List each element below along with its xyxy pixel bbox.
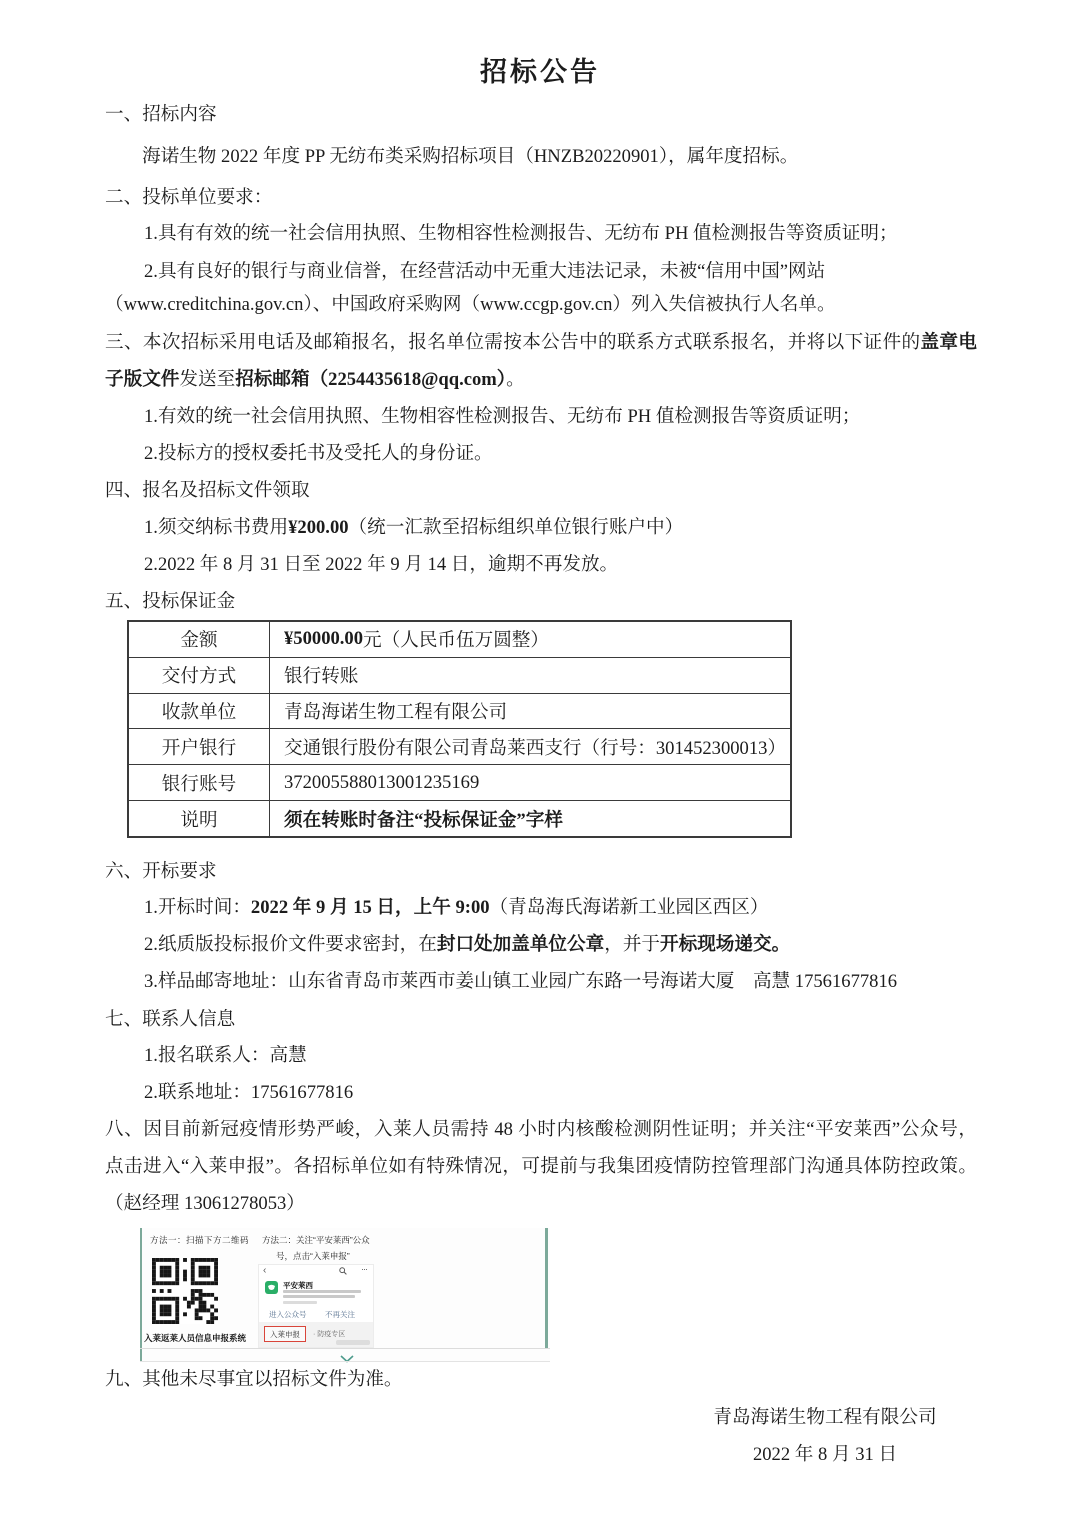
section-7-heading: 七、联系人信息 [105, 1009, 236, 1030]
section-9-heading: 九、其他未尽事宜以招标文件为准。 [105, 1369, 403, 1390]
section-1-paragraph: 海诺生物 2022 年度 PP 无纺布类采购招标项目（HNZB20220901），属年度招标。 [142, 146, 799, 167]
note-bold: 须在转账时备注“投标保证金”字样 [284, 809, 563, 831]
table-row-payment-method [129, 658, 790, 694]
section-2-item-1: 1.具有有效的统一社会信用执照、生物相容性检测报告、无纺布 PH 值检测报告等资质证明； [144, 223, 898, 244]
unfollow-button: 不再关注 [325, 1310, 355, 1319]
fee-amount-bold: ¥200.00 [288, 517, 349, 538]
row-label: 开户银行 [129, 729, 270, 764]
table-row-note [129, 801, 790, 836]
wechat-topbar [259, 1265, 373, 1277]
text-run-bold: 子版文件 [105, 369, 180, 390]
text-run: 2.纸质版投标报价文件要求密封，在 [144, 934, 437, 955]
table-row-account [129, 765, 790, 801]
text-run: （青岛海氏海诺新工业园区西区） [489, 897, 769, 918]
section-2-item-2: 2.具有良好的银行与商业信誉，在经营活动中无重大违法记录，未被“信用中国”网站 [144, 261, 826, 282]
table-row-payee [129, 694, 790, 730]
row-label: 收款单位 [129, 694, 270, 729]
method-1-title: 方法一：扫描下方二维码 [150, 1235, 250, 1245]
table-row-amount [129, 622, 790, 658]
row-value: 青岛海诺生物工程有限公司 [284, 702, 508, 724]
wechat-menu-panel [259, 1322, 373, 1347]
section-2-item-2-wrap: （www.creditchina.gov.cn）、中国政府采购网（www.ccgp.gov.cn）列入失信被执行人名单。 [105, 294, 836, 315]
text-run-bold: 盖章电 [920, 332, 977, 353]
section-6-item-2 [105, 931, 977, 958]
row-label: 银行账号 [129, 765, 270, 800]
tender-email-bold: 招标邮箱（2254435618@qq.com） [235, 369, 507, 390]
text-run: 。 [506, 369, 525, 390]
text-run: （统一汇款至招标组织单位银行账户中） [348, 517, 684, 538]
more-icon: ··· [361, 1264, 367, 1274]
row-label: 交付方式 [129, 658, 270, 693]
opening-time-bold: 2022 年 9 月 15 日，上午 9:00 [250, 897, 490, 918]
text-run: ，并于 [604, 934, 661, 955]
deposit-amount-bold: ¥50000.00 [284, 628, 364, 650]
watermark-placeholder [336, 1340, 370, 1345]
description-placeholder-bar [283, 1301, 317, 1304]
signature-block [640, 1399, 1010, 1473]
figure-right-border [545, 1228, 548, 1348]
table-row-bank [129, 729, 790, 765]
section-1-heading: 一、招标内容 [105, 104, 217, 125]
text-run: 1.须交纳标书费用 [144, 517, 289, 538]
declaration-figure [140, 1228, 550, 1362]
bid-deposit-table [127, 620, 792, 838]
row-value: 银行转账 [284, 666, 359, 688]
description-placeholder-bar [283, 1290, 361, 1293]
text-run-bold: 封口处加盖单位公章 [436, 934, 605, 955]
text-run: 元（人民币伍万圆整） [363, 630, 549, 652]
section-6-item-3: 3.样品邮寄地址：山东省青岛市莱西市姜山镇工业园广东路一号海诺大厦 高慧 17561677816 [144, 971, 898, 992]
method-2-title-line-1: 方法二：关注“平安莱西”公众 [262, 1235, 370, 1245]
section-3-item-2: 2.投标方的授权委托书及受托人的身份证。 [144, 443, 493, 464]
text-run-bold: 开标现场递交。 [660, 934, 791, 955]
wechat-screenshot [258, 1264, 374, 1348]
search-icon [339, 1267, 347, 1277]
section-3-line-2 [105, 366, 977, 393]
back-icon: ‹ [263, 1265, 267, 1276]
section-2-heading: 二、投标单位要求： [105, 187, 273, 208]
row-label: 金额 [129, 622, 270, 657]
section-8-contact: （赵经理 13061278053） [105, 1193, 305, 1214]
section-4-heading: 四、报名及招标文件领取 [105, 480, 310, 501]
section-3-item-1: 1.有效的统一社会信用执照、生物相容性检测报告、无纺布 PH 值检测报告等资质证明； [144, 406, 861, 427]
text-run: 三、本次招标采用电话及邮箱报名，报名单位需按本公告中的联系方式联系报名，并将以下证件的 [105, 332, 921, 353]
page-title: 招标公告 [480, 57, 600, 87]
figure-left-border [140, 1228, 142, 1362]
text-run: 1.开标时间： [144, 897, 251, 918]
section-4-item-2: 2.2022 年 8 月 31 日至 2022 年 9 月 14 日，逾期不再发放。 [144, 554, 619, 575]
section-5-heading: 五、投标保证金 [105, 591, 236, 612]
row-value: 372005588013001235169 [284, 771, 480, 793]
row-value [270, 801, 790, 836]
wechat-account-avatar [265, 1281, 278, 1294]
epidemic-zone-tab: · 防疫专区 [313, 1331, 346, 1338]
description-placeholder-bar [283, 1295, 355, 1298]
figure-bottom-border [140, 1361, 550, 1362]
qr-code [152, 1258, 218, 1324]
section-8-line-1: 八、因目前新冠疫情形势严峻，入莱人员需持 48 小时内核酸检测阴性证明；并关注“平安莱西”公众号， [105, 1119, 977, 1140]
method-2-title-line-2: 号，点击“入莱申报” [276, 1251, 350, 1261]
section-6-heading: 六、开标要求 [105, 861, 217, 882]
qr-caption: 入莱返莱人员信息申报系统 [144, 1333, 247, 1343]
row-value [270, 622, 790, 657]
signature-company: 青岛海诺生物工程有限公司 [713, 1407, 937, 1428]
row-value: 交通银行股份有限公司青岛莱西支行（行号：301452300013） [284, 737, 787, 759]
figure-divider [140, 1348, 550, 1349]
section-8-line-2: 点击进入“入莱申报”。各招标单位如有特殊情况，可提前与我集团疫情防控管理部门沟通具体防控政策。 [105, 1156, 977, 1177]
section-7-item-1: 1.报名联系人：高慧 [144, 1045, 307, 1066]
section-3-line-1 [105, 329, 977, 356]
section-7-item-2: 2.联系地址：17561677816 [144, 1082, 354, 1103]
wechat-account-name: 平安莱西 [283, 1281, 313, 1290]
section-6-item-1 [105, 894, 977, 921]
row-label: 说明 [129, 801, 270, 836]
entry-declare-button: 入莱申报 [264, 1326, 306, 1342]
section-4-item-1 [105, 514, 977, 541]
enter-account-button: 进入公众号 [269, 1310, 307, 1319]
signature-date: 2022 年 8 月 31 日 [752, 1444, 898, 1465]
text-run: 发送至 [179, 369, 236, 390]
